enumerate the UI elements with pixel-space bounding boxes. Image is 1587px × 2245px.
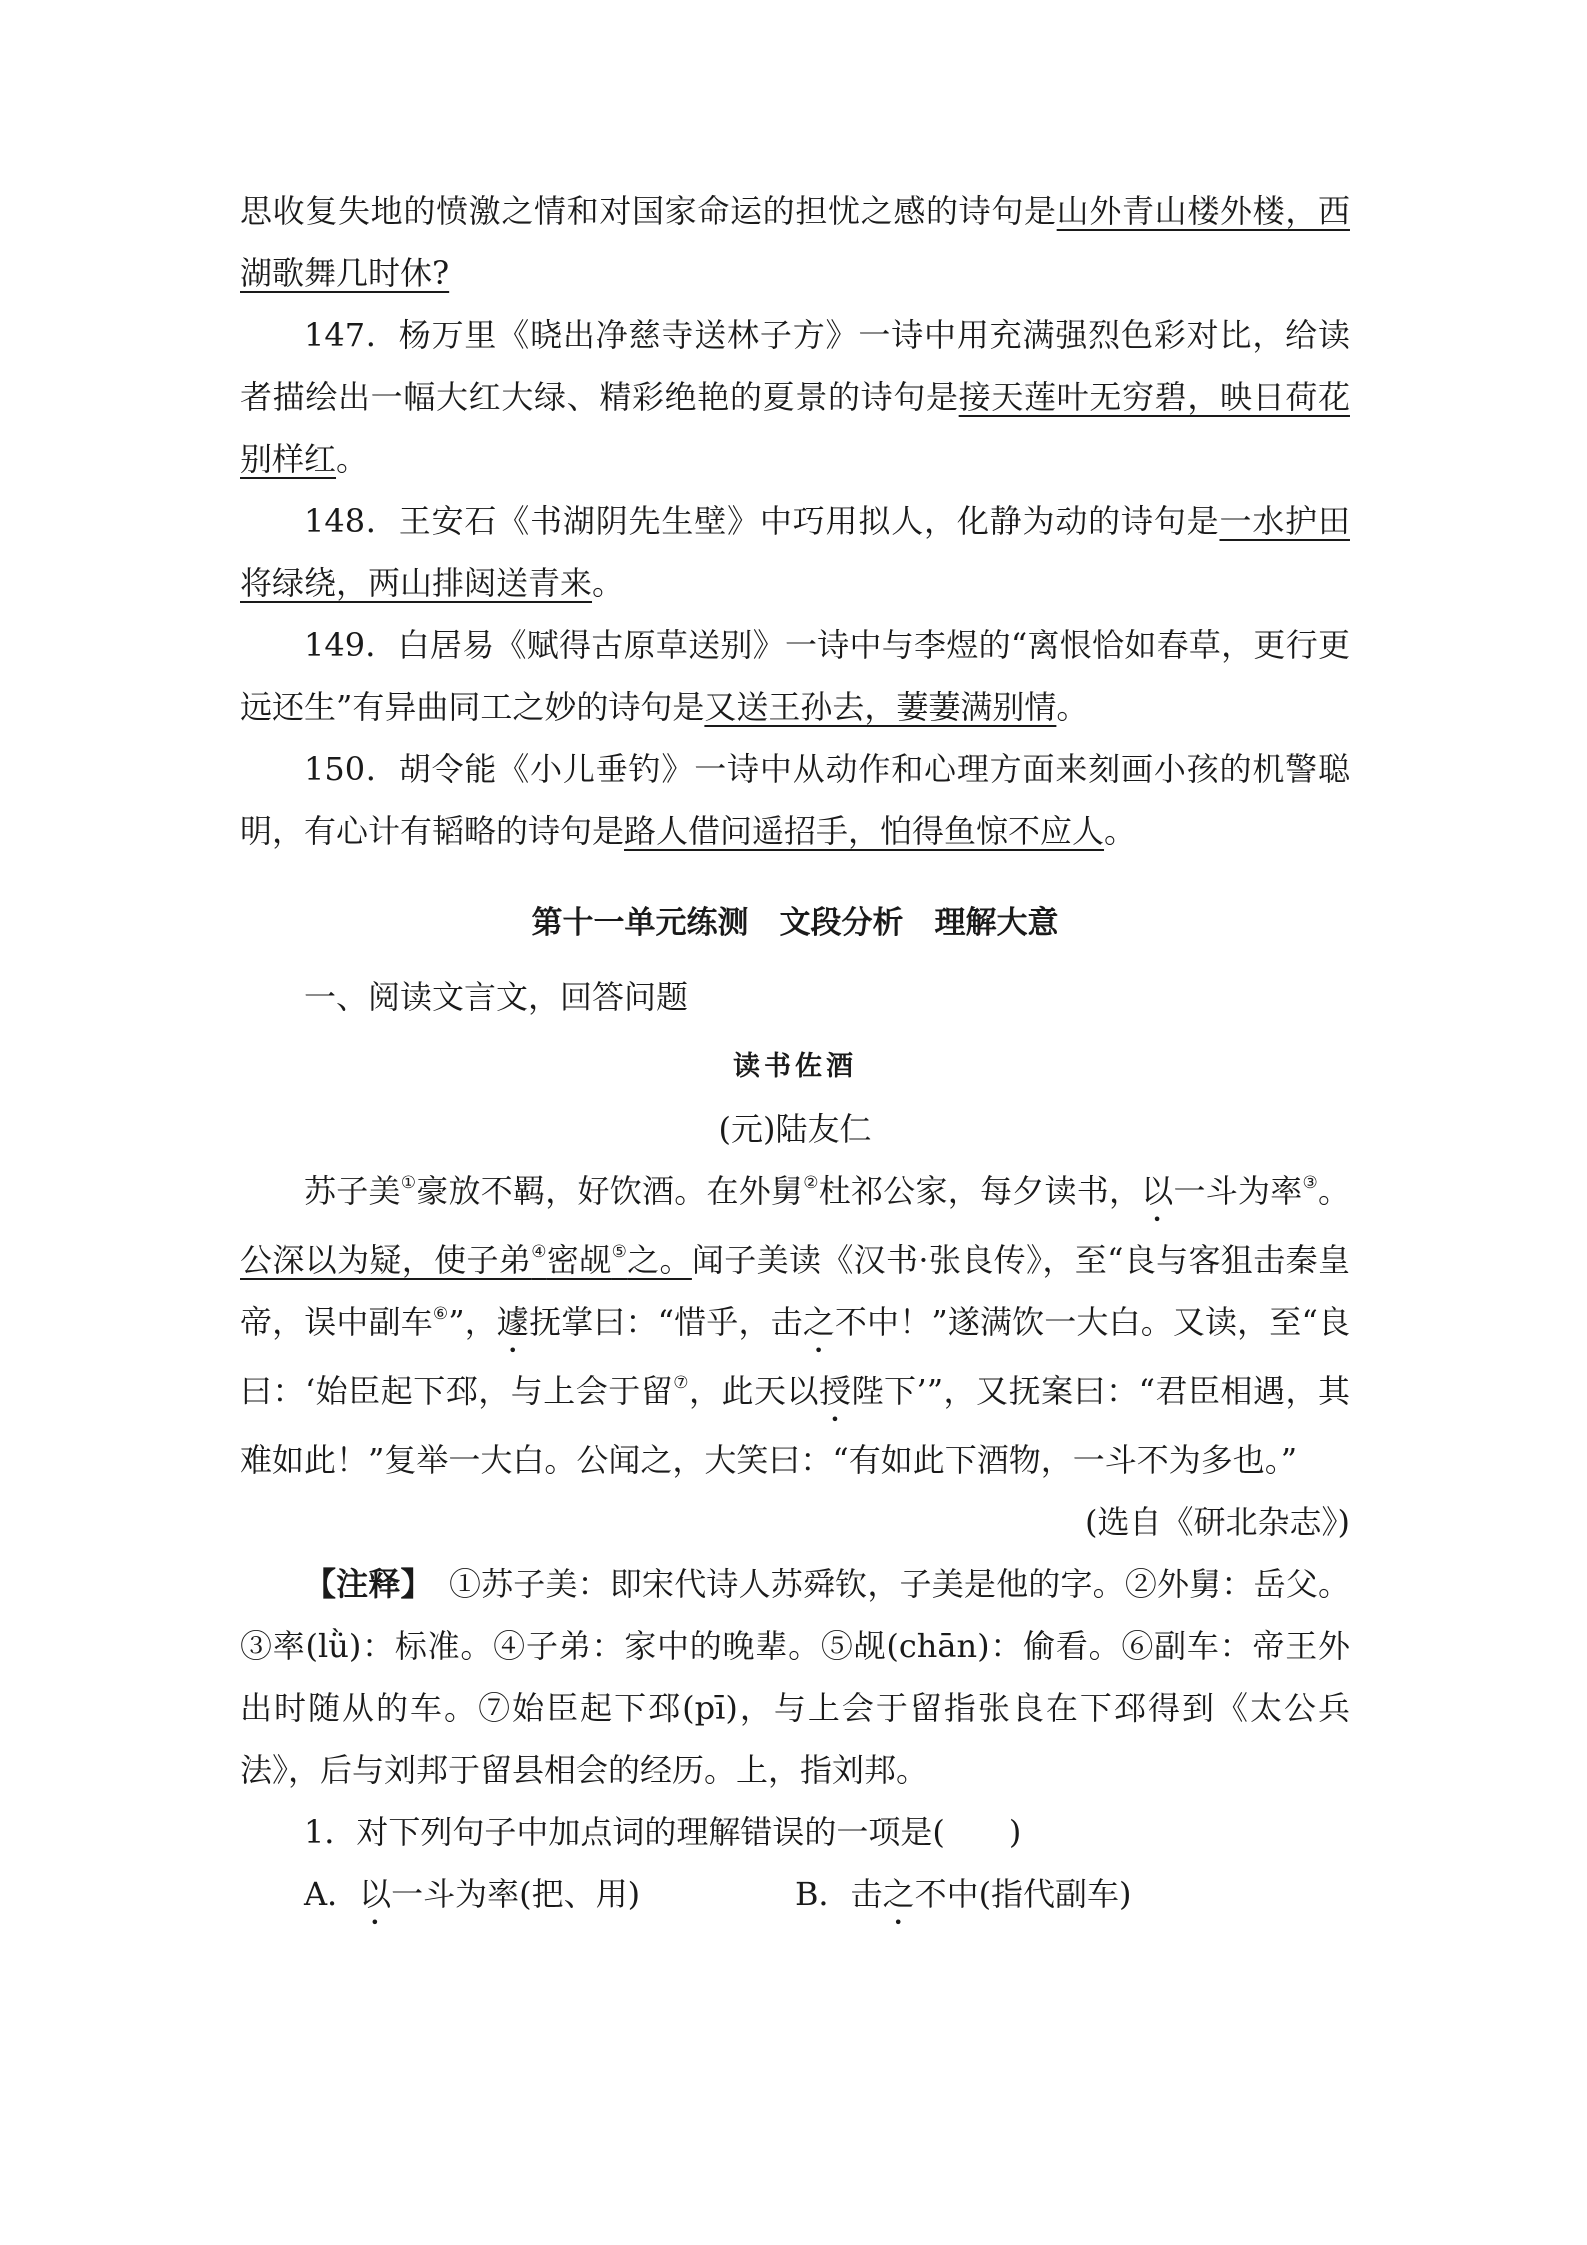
item-150-answer: 路人借问遥招手，怕得鱼惊不应人	[624, 812, 1105, 850]
section-heading: 一、阅读文言文，回答问题	[304, 978, 689, 1016]
option-a[interactable]	[240, 1863, 795, 1932]
item-149	[240, 614, 1350, 738]
item-147-text: 杨万里《晓出净慈寺送林子方》一诗中用充满强烈色彩对比，给读者描绘出一幅大红大绿、精彩绝艳的夏景的诗句是	[240, 316, 1350, 416]
passage-text-2: 豪放不羁，好饮酒。在外舅	[416, 1172, 804, 1210]
passage-text-5: 。	[1317, 1172, 1350, 1210]
passage-text-9: 不中！”遂满饮一大白。又读，至“良曰：‘始臣起下邳，与上会于留	[240, 1303, 1350, 1410]
dotted-word-yi: 以	[1141, 1172, 1174, 1210]
dotted-word-zhi: 之	[802, 1303, 835, 1341]
passage-text-1: 苏子美	[304, 1172, 401, 1210]
underlined-sentence	[240, 1241, 692, 1279]
underlined-part-2: 密觇	[546, 1241, 612, 1279]
item-150-text: 胡令能《小儿垂钓》一诗中从动作和心理方面来刻画小孩的机警聪明，有心计有韬略的诗句是	[240, 750, 1350, 850]
note-ref-3: ③	[1302, 1173, 1318, 1193]
item-146-continued	[240, 180, 1350, 304]
item-146-answer: 山外青山楼外楼，西湖歌舞几时休?	[240, 192, 1350, 292]
item-149-number: 149．	[304, 626, 398, 664]
note-ref-4: ④	[531, 1242, 547, 1262]
item-150	[240, 738, 1350, 862]
option-b-label: B．	[795, 1875, 851, 1913]
option-b-dotted-word: 之	[882, 1875, 915, 1913]
question-1-options	[240, 1863, 1350, 1932]
passage-text-7: ”，	[448, 1303, 497, 1341]
note-ref-6: ⑥	[432, 1304, 449, 1324]
underlined-part-3: 之。	[627, 1241, 692, 1279]
underlined-part-1: 公深以为疑，使子弟	[240, 1241, 532, 1279]
question-1-stem: 1．对下列句子中加点词的理解错误的一项是( )	[304, 1813, 1022, 1851]
option-b-prefix: 击	[850, 1875, 883, 1913]
annotation-text: ①苏子美：即宋代诗人苏舜钦，子美是他的字。②外舅：岳父。③率(lǜ)：标准。④子弟：家中的晚辈。⑤觇(chān)：偷看。⑥副车：帝王外出时随从的车。⑦始臣起下邳(pī)，与上会于留指张良在下邳得到《太公兵法》，后与刘邦于留县相会的经历。上，指刘邦。	[240, 1565, 1350, 1789]
passage-source: (选自《研北杂志》)	[1085, 1503, 1350, 1541]
item-146-text: 思收复失地的愤激之情和对国家命运的担忧之感的诗句是	[240, 192, 1057, 230]
annotation-label: 【注释】	[304, 1565, 417, 1603]
passage-author: (元)陆友仁	[718, 1110, 872, 1148]
item-147-end: 。	[336, 440, 369, 478]
passage-text-10: ，此天以	[688, 1372, 819, 1410]
option-b[interactable]	[795, 1863, 1350, 1932]
passage-text-8: 抚掌曰：“惜乎，击	[529, 1303, 803, 1341]
annotations	[240, 1553, 1350, 1801]
option-a-label: A．	[304, 1875, 360, 1913]
passage-body	[240, 1160, 1350, 1491]
passage-title: 读书佐酒	[733, 1051, 857, 1082]
note-ref-5: ⑤	[611, 1242, 628, 1262]
dotted-word-ju: 遽	[496, 1303, 530, 1341]
passage-text-11: 陛下’”，又抚案曰：“君臣相遇，其难如此！”复举一大白。公闻之，大笑曰：“有如此下酒物，一斗不为多也。”	[240, 1372, 1350, 1479]
note-ref-2: ②	[803, 1173, 819, 1193]
item-149-answer: 又送王孙去，萋萋满别情	[704, 688, 1057, 726]
item-147-number: 147．	[304, 316, 399, 354]
item-148-end: 。	[592, 564, 625, 602]
dotted-word-shou: 授	[819, 1372, 852, 1410]
item-148-number: 148．	[304, 502, 399, 540]
passage-text-3: 杜祁公家，每夕读书，	[818, 1172, 1142, 1210]
passage-text-6: 闻子美读《汉书·张良传》，至“良与客狙击秦皇帝，误中副车	[240, 1241, 1350, 1341]
item-148-text: 王安石《书湖阴先生壁》中巧用拟人，化静为动的诗句是	[398, 502, 1220, 540]
document-page	[240, 180, 1350, 1932]
item-147	[240, 304, 1350, 490]
note-ref-7: ⑦	[673, 1373, 689, 1393]
item-150-number: 150．	[304, 750, 399, 788]
item-147-answer: 接天莲叶无穷碧，映日荷花别样红	[240, 378, 1350, 478]
passage-text-4: 一斗为率	[1173, 1172, 1303, 1210]
option-a-text: 一斗为率(把、用)	[391, 1875, 641, 1913]
item-149-end: 。	[1056, 688, 1089, 726]
option-b-text: 不中(指代副车)	[914, 1875, 1132, 1913]
item-148-answer: 一水护田将绿绕，两山排闼送青来	[240, 502, 1350, 602]
unit-title: 第十一单元练测 文段分析 理解大意	[531, 905, 1059, 941]
item-149-text: 白居易《赋得古原草送别》一诗中与李煜的“离恨恰如春草，更行更远还生”有异曲同工之妙的诗句是	[240, 626, 1350, 726]
item-150-end: 。	[1104, 812, 1137, 850]
option-a-dotted-word: 以	[359, 1875, 392, 1913]
item-148	[240, 490, 1350, 614]
note-ref-1: ①	[400, 1173, 417, 1193]
